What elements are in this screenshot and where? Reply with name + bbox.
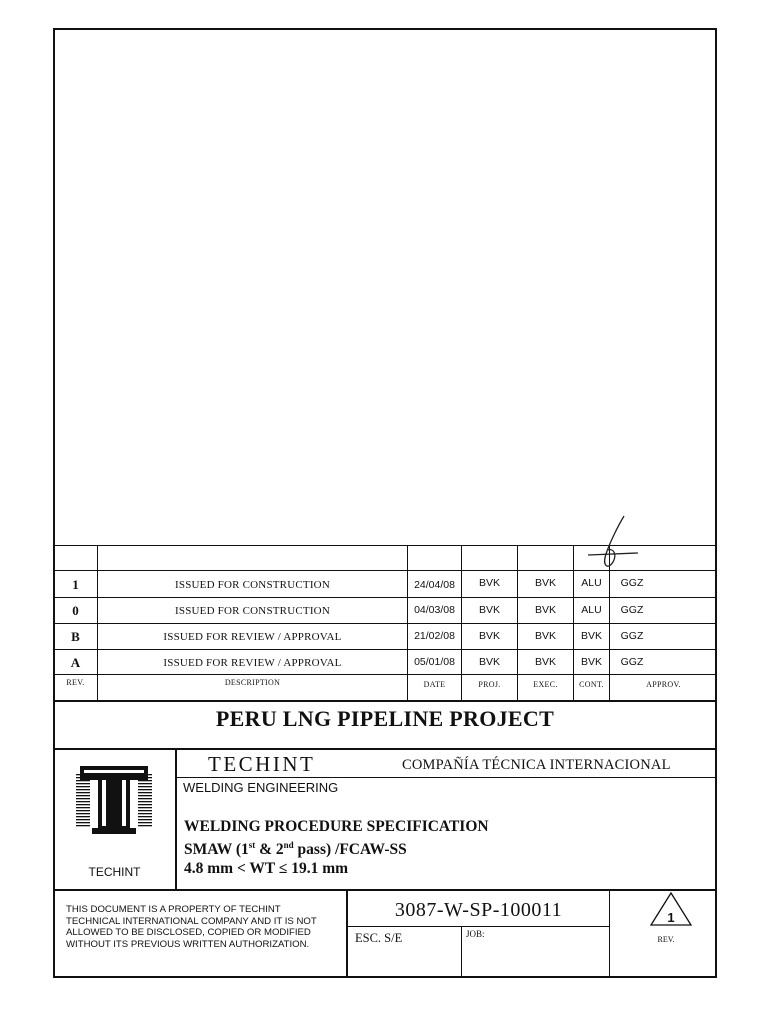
rev-description: ISSUED FOR CONSTRUCTION: [175, 604, 330, 617]
rev-cont: ALU: [581, 576, 602, 589]
rev-proj: BVK: [478, 576, 500, 589]
spec-line-2-post: pass) /FCAW-SS: [293, 841, 407, 859]
header-date: DATE: [423, 679, 446, 689]
rev-proj: BVK: [478, 603, 500, 616]
document-number: 3087-W-SP-100011: [394, 898, 563, 921]
revision-number: 1: [667, 909, 675, 925]
logo-caption: TECHINT: [88, 865, 141, 879]
techint-logo-mark: [74, 764, 154, 836]
spec-line-2-mid: & 2: [255, 841, 284, 859]
rev-proj: BVK: [478, 655, 500, 668]
spec-title: [184, 817, 489, 878]
rev-exec: BVK: [534, 603, 556, 616]
rev-approv: GGZ: [620, 603, 644, 616]
rev-date: 21/02/08: [414, 629, 455, 642]
rev-exec: BVK: [534, 576, 556, 589]
rev-date: 05/01/08: [414, 655, 455, 668]
spec-line-2: [184, 836, 489, 859]
spec-sup-2: nd: [283, 840, 294, 850]
header-cont: CONT.: [579, 679, 604, 689]
rev-code: 0: [72, 602, 79, 618]
job-label: JOB:: [466, 929, 485, 939]
rev-proj: BVK: [478, 629, 500, 642]
rev-code: A: [70, 654, 81, 670]
scale-label: ESC. S/E: [355, 931, 403, 945]
revision-label: REV.: [657, 934, 675, 944]
rev-cont: BVK: [580, 655, 602, 668]
rev-description: ISSUED FOR CONSTRUCTION: [175, 578, 330, 591]
rev-approv: GGZ: [620, 655, 644, 668]
header-proj: PROJ.: [478, 679, 501, 689]
header-exec: EXEC.: [533, 679, 558, 689]
disclaimer: THIS DOCUMENT IS A PROPERTY OF TECHINT TECHNICAL INTERNATIONAL COMPANY AND IT IS NOT ALLOWED TO BE DISCLOSED, COPIED OR MODIFIED WITHOUT ITS PREVIOUS WRITTEN AUTHORIZATION.: [66, 904, 317, 950]
rev-cont: ALU: [581, 603, 602, 616]
handwritten-initial: [580, 512, 650, 574]
header-approv: APPROV.: [646, 679, 681, 689]
spec-line-3: 4.8 mm < WT ≤ 19.1 mm: [184, 860, 349, 878]
spec-sup-1: st: [248, 840, 256, 850]
rev-date: 24/04/08: [414, 578, 455, 591]
rev-approv: GGZ: [620, 576, 644, 589]
project-title: PERU LNG PIPELINE PROJECT: [215, 706, 555, 731]
department: WELDING ENGINEERING: [183, 780, 339, 795]
rev-exec: BVK: [534, 629, 556, 642]
rev-code: B: [71, 628, 80, 644]
spec-line-2-pre: SMAW (1: [184, 841, 249, 859]
company-brand: TECHINT: [208, 752, 316, 776]
rev-description: ISSUED FOR REVIEW / APPROVAL: [163, 656, 342, 669]
rev-approv: GGZ: [620, 629, 644, 642]
rev-exec: BVK: [534, 655, 556, 668]
header-description: DESCRIPTION: [224, 677, 281, 687]
rev-code: 1: [72, 576, 79, 592]
rev-date: 04/03/08: [414, 603, 455, 616]
spec-line-1: WELDING PROCEDURE SPECIFICATION: [184, 818, 489, 835]
rev-cont: BVK: [580, 629, 602, 642]
header-rev: REV.: [66, 677, 85, 687]
company-full-name: COMPAÑÍA TÉCNICA INTERNACIONAL: [402, 757, 671, 773]
rev-description: ISSUED FOR REVIEW / APPROVAL: [163, 630, 342, 643]
